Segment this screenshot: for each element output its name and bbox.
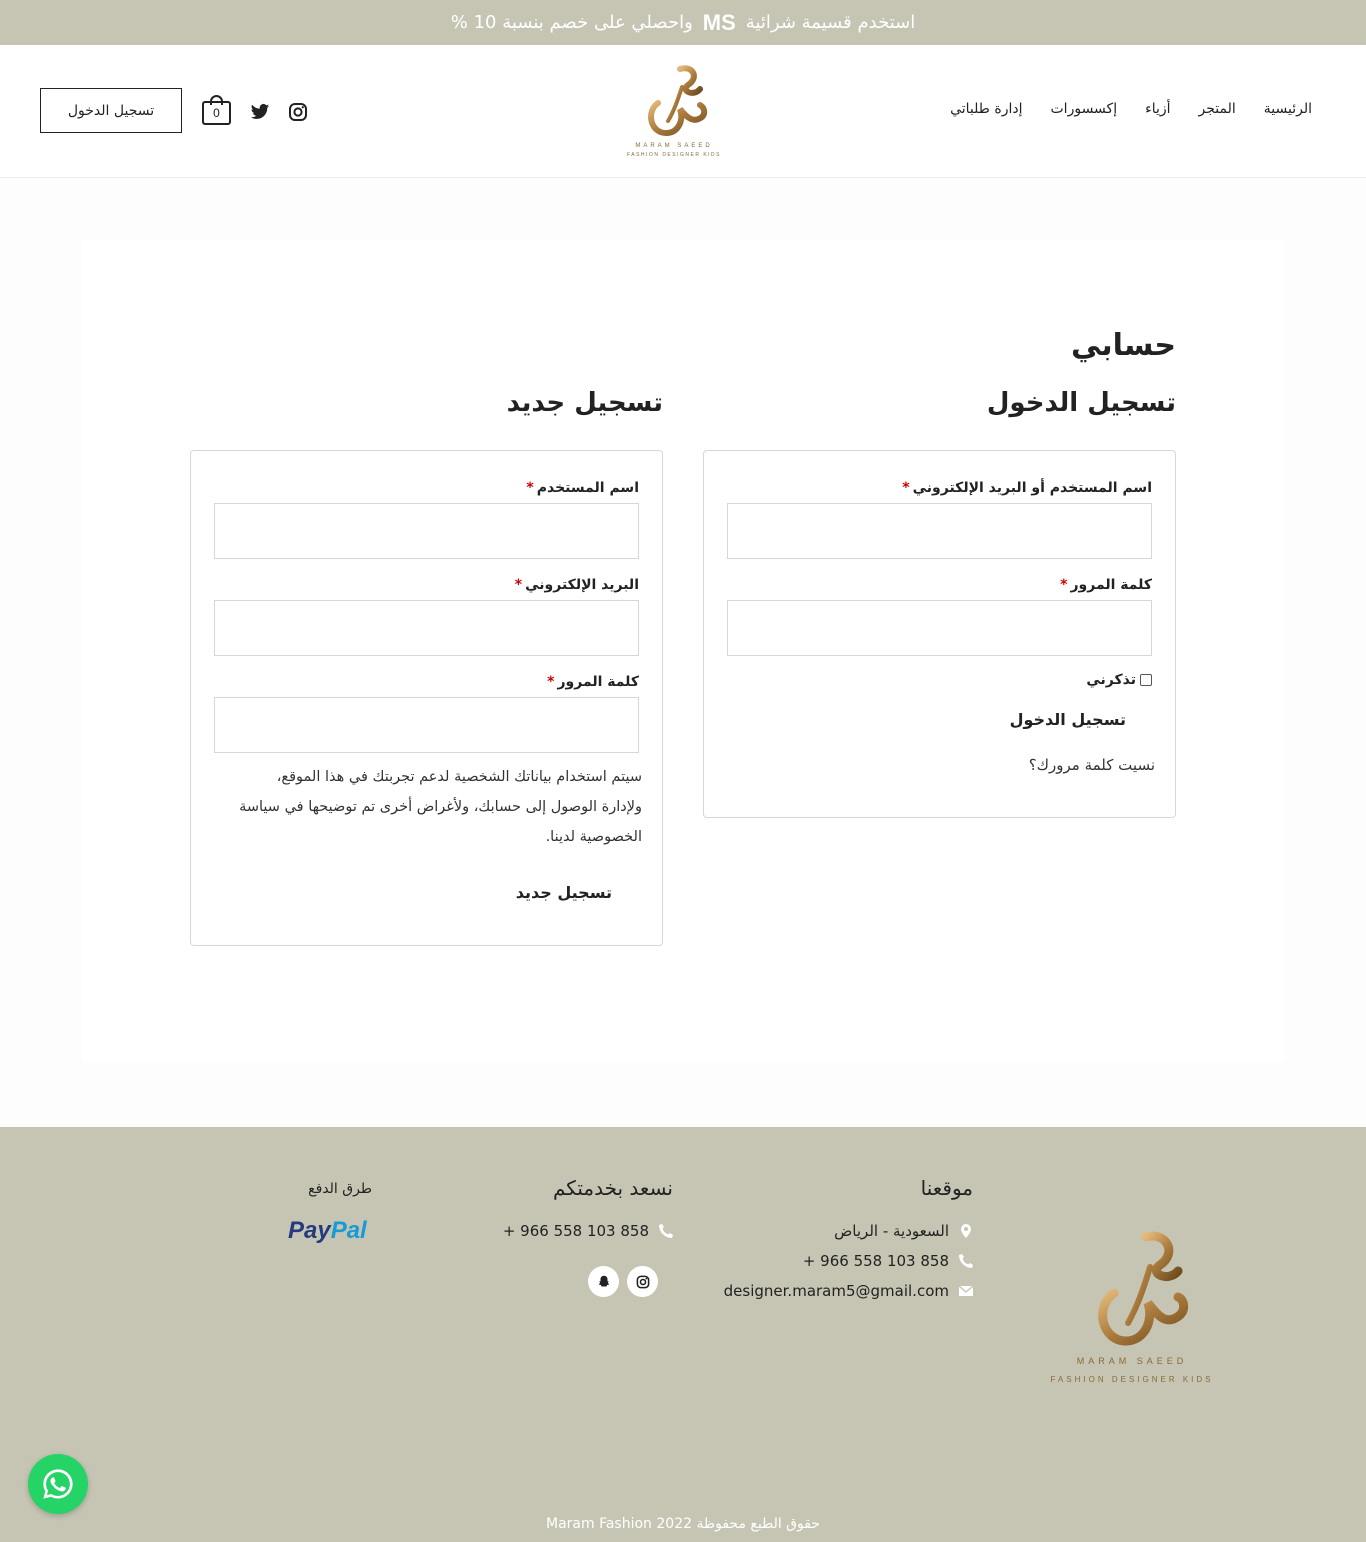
register-submit-button[interactable]: تسجيل جديد	[515, 883, 612, 902]
announcement-bar	[0, 0, 1366, 45]
brand-line1: MARAM SAEED	[635, 143, 713, 149]
nav-accessories[interactable]: إكسسورات	[1050, 101, 1118, 117]
cart-button[interactable]	[202, 95, 231, 125]
privacy-line-2: ولإدارة الوصول إلى حسابك، ولأغراض أخرى تم توضيحها في سياسة	[239, 799, 642, 815]
footer-email[interactable]	[724, 1282, 973, 1300]
footer-location-text: السعودية - الرياض	[834, 1222, 949, 1240]
brand-line2: FASHION DESIGNER KIDS	[626, 152, 722, 158]
whatsapp-chat-button[interactable]	[28, 1454, 88, 1514]
footer-location-title: موقعنا	[920, 1176, 973, 1200]
footer-snapchat-icon[interactable]	[588, 1266, 619, 1297]
brand-logo[interactable]	[622, 63, 726, 159]
announcement-after: واحصلي على خصم بنسبة 10 %	[450, 12, 693, 33]
register-username-input[interactable]	[214, 503, 639, 559]
login-password-label: كلمة المرور*	[1060, 577, 1152, 593]
footer-service-phone-text: + 966 558 103 858	[502, 1222, 649, 1240]
register-username-label: اسم المستخدم*	[526, 480, 639, 496]
main-nav	[950, 101, 1312, 117]
remember-label: تذكرني	[1086, 672, 1136, 688]
register-email-input[interactable]	[214, 600, 639, 656]
map-pin-icon	[959, 1224, 973, 1238]
register-email-label: البريد الإلكتروني*	[514, 577, 639, 593]
footer-phone[interactable]	[803, 1252, 973, 1270]
whatsapp-icon	[40, 1466, 76, 1502]
site-footer	[0, 1127, 1366, 1542]
privacy-notice	[210, 762, 642, 852]
phone-icon	[659, 1224, 673, 1238]
instagram-icon[interactable]	[288, 102, 308, 122]
coupon-code: MS	[702, 9, 736, 35]
login-username-label: اسم المستخدم أو البريد الإلكتروني*	[902, 480, 1152, 496]
copyright: حقوق الطبع محفوظة 2022 Maram Fashion	[545, 1516, 821, 1532]
login-heading: تسجيل الدخول	[986, 388, 1176, 418]
login-submit-button[interactable]: تسجيل الدخول	[1009, 710, 1126, 729]
register-password-label: كلمة المرور*	[547, 674, 639, 690]
footer-brand-line1: MARAM SAEED	[1076, 1356, 1188, 1366]
header-login-button[interactable]: تسجيل الدخول	[40, 88, 182, 133]
privacy-line-3: الخصوصية لدينا.	[545, 829, 642, 845]
envelope-icon	[959, 1284, 973, 1298]
login-password-input[interactable]	[727, 600, 1152, 656]
privacy-line-1: سيتم استخدام بياناتك الشخصية لدعم تجربتك في هذا الموقع،	[276, 769, 642, 785]
footer-email-text: designer.maram5@gmail.com	[723, 1282, 949, 1300]
nav-my-orders[interactable]: إدارة طلباتي	[950, 101, 1023, 117]
phone-icon	[959, 1254, 973, 1268]
nav-shop[interactable]: المتجر	[1198, 101, 1236, 117]
login-username-input[interactable]	[727, 503, 1152, 559]
footer-phone-text: + 966 558 103 858	[802, 1252, 949, 1270]
footer-brand-line2: FASHION DESIGNER KIDS	[1050, 1375, 1214, 1384]
page-title: حسابي	[1070, 328, 1176, 363]
lost-password-link[interactable]: نسيت كلمة مرورك؟	[1028, 756, 1155, 774]
nav-fashion[interactable]: أزياء	[1145, 101, 1171, 117]
footer-payment-title: طرق الدفع	[308, 1181, 372, 1197]
footer-instagram-icon[interactable]	[627, 1266, 658, 1297]
footer-brand-logo	[1050, 1227, 1215, 1387]
register-password-input[interactable]	[214, 697, 639, 753]
paypal-logo: PayPal	[288, 1217, 367, 1244]
remember-checkbox[interactable]	[1140, 674, 1152, 686]
announcement-before: استخدم قسيمة شرائية	[745, 12, 916, 33]
site-header	[0, 45, 1366, 178]
cart-count: 0	[202, 101, 231, 125]
remember-me[interactable]	[1086, 672, 1152, 688]
footer-service-phone[interactable]	[503, 1222, 673, 1240]
register-heading: تسجيل جديد	[506, 388, 663, 418]
footer-location	[834, 1222, 973, 1240]
nav-home[interactable]: الرئيسية	[1263, 101, 1312, 117]
twitter-icon[interactable]	[250, 102, 270, 122]
footer-service-title: نسعد بخدمتكم	[553, 1176, 673, 1200]
